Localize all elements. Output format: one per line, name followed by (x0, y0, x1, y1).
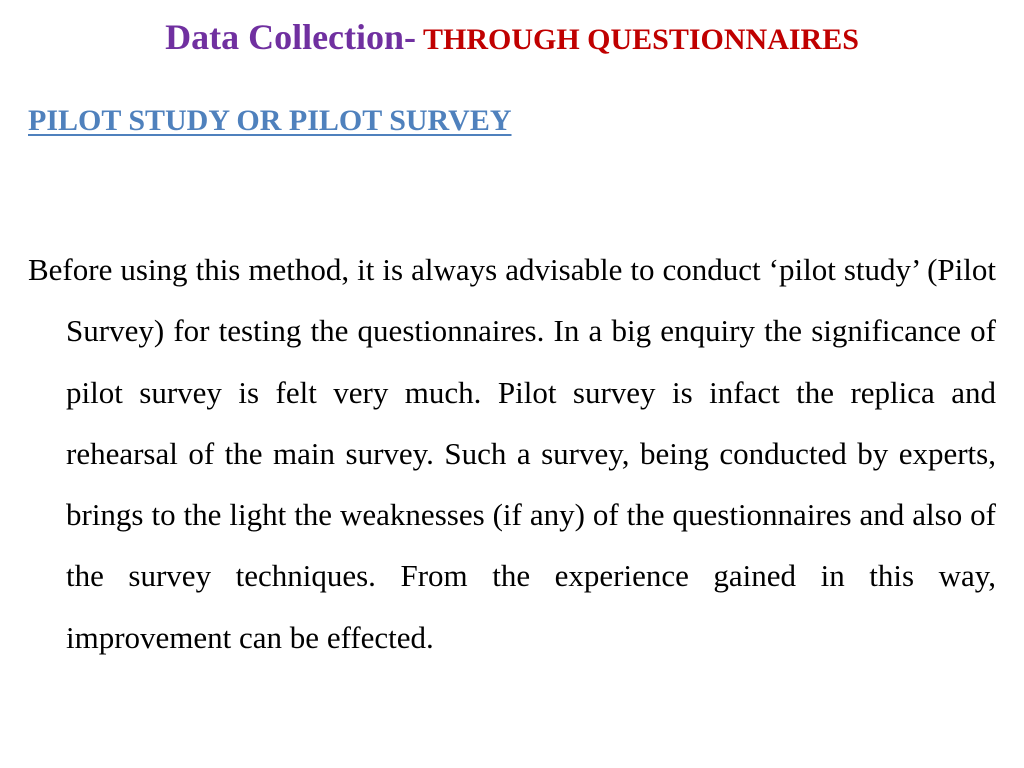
slide-title (0, 16, 1024, 58)
body-paragraph: Before using this method, it is always advisable to conduct ‘pilot study’ (Pilot Survey) for testing the questionnaires. In a big enquiry the significance of pilot survey is felt very much. Pilot survey is infact the replica and rehearsal of the main survey. Such a survey, being conducted by experts, brings to the light the weaknesses (if any) of the questionnaires and also of the survey techniques. From the experience gained in this way, improvement can be effected. (28, 252, 996, 655)
title-sub: THROUGH QUESTIONNAIRES (416, 23, 859, 56)
title-main: Data Collection- (165, 17, 417, 57)
section-heading: PILOT STUDY OR PILOT SURVEY (28, 104, 512, 137)
